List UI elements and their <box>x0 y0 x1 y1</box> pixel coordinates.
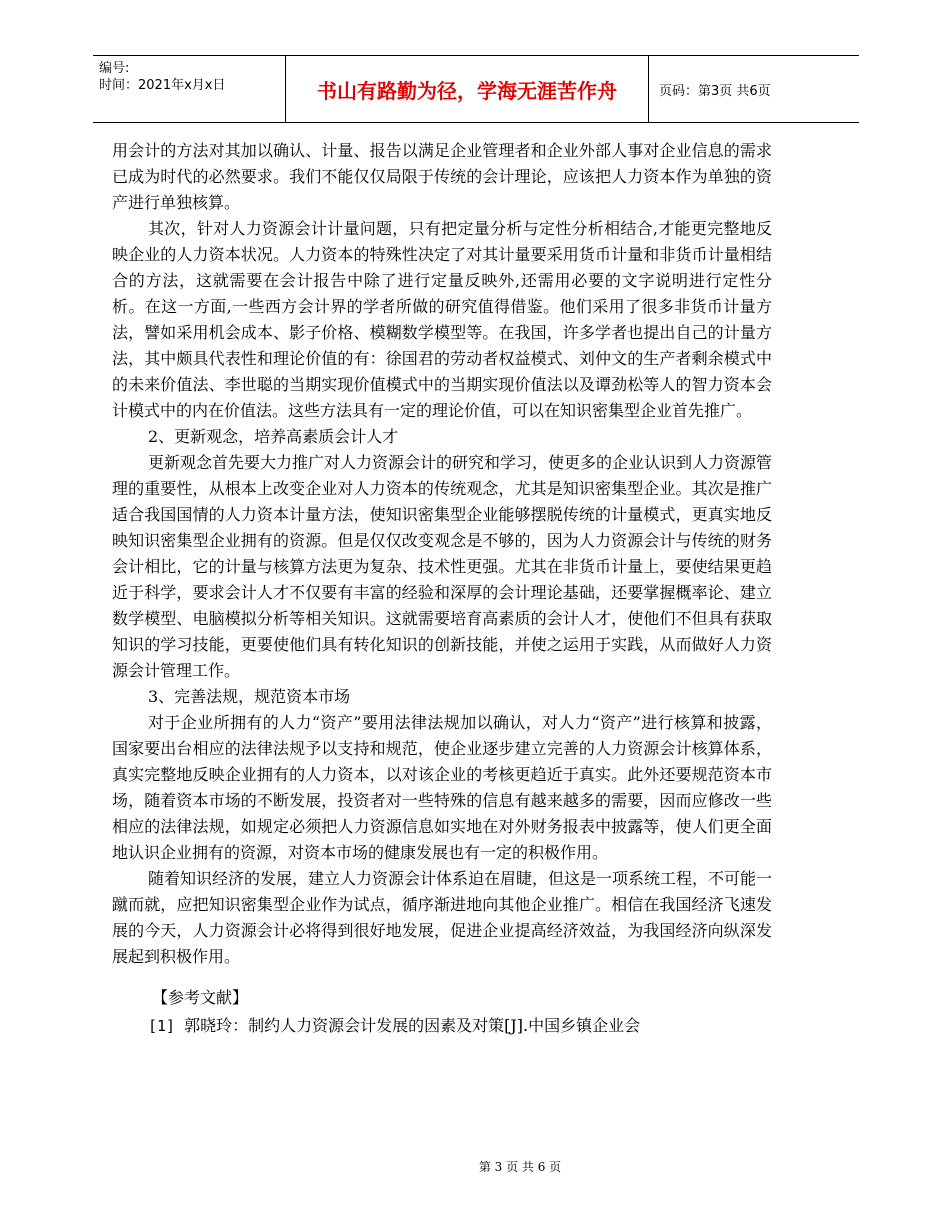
section-heading-3: 3、完善法规，规范资本市场 <box>148 687 351 706</box>
paragraph-conclusion: 随着知识经济的发展，建立人力资源会计体系迫在眉睫，但这是一项系统工程，不可能一蹴而就，应把知识密集型企业作为试点，循序渐进地向其他企业推广。相信在我国经济飞速发展的今天，人力资源会计必将得到很好地发展，促进企业提高经济效益，为我国经济向纵深发展起到积极作用。 <box>112 869 773 966</box>
reference-number: [1] <box>148 1017 185 1035</box>
header-meta <box>93 56 285 122</box>
references <box>112 984 772 1040</box>
page-header <box>93 55 859 123</box>
reference-text: 郭晓玲：制约人力资源会计发展的因素及对策[J].中国乡镇企业会 <box>184 1016 641 1035</box>
page-footer: 第 3 页 共 6 页 <box>478 1160 562 1174</box>
serial-label: 编号: <box>99 61 130 76</box>
paragraph-concepts: 更新观念首先要大力推广对人力资源会计的研究和学习，使更多的企业认识到人力资源管理的重要性，从根本上改变企业对人力资本的传统观念，尤其是知识密集型企业。其次是推广适合我国国情的人力资本计量方法，使知识密集型企业能够摆脱传统的计量模式，更真实地反映知识密集型企业拥有的资源。但是仅仅改变观念是不够的，因为人力资源会计与传统的财务会计相比，它的计量与核算方法更为复杂、技术性更强。尤其在非货币计量上，要使结果更趋近于科学，要求会计人才不仅要有丰富的经验和深厚的会计理论基础，还要掌握概率论、建立数学模型、电脑模拟分析等相关知识。这就需要培育高素质的会计人才，使他们不但具有获取知识的学习技能，更要使他们具有转化知识的创新技能，并使之运用于实践，从而做好人力资源会计管理工作。 <box>112 453 773 680</box>
paragraph-continued: 用会计的方法对其加以确认、计量、报告以满足企业管理者和企业外部人事对企业信息的需求已成为时代的必然要求。我们不能仅仅局限于传统的会计理论，应该把人力资本作为单独的资产进行单独核算。 <box>112 141 772 212</box>
paragraph-regulations: 对于企业所拥有的人力“资产”要用法律法规加以确认，对人力“资产”进行核算和披露，国家要出台相应的法律法规予以支持和规范，使企业逐步建立完善的人力资源会计核算体系，真实完整地反映企业拥有的人力资本，以对该企业的考核更趋近于真实。此外还要规范资本市场，随着资本市场的不断发展，投资者对一些特殊的信息有越来越多的需要，因而应修改一些相应的法律法规，如规定必须把人力资源信息如实地在对外财务报表中披露等，使人们更全面地认识企业拥有的资源，对资本市场的健康发展也有一定的积极作用。 <box>112 713 772 862</box>
section-heading-2: 2、更新观念，培养高素质会计人才 <box>148 427 399 446</box>
paragraph-measurement: 其次，针对人力资源会计计量问题，只有把定量分析与定性分析相结合,才能更完整地反映企业的人力资本状况。人力资本的特殊性决定了对其计量要采用货币计量和非货币计量相结合的方法，这就需要在会计报告中除了进行定量反映外,还需用必要的文字说明进行定性分析。在这一方面,一些西方会计界的学者所做的研究值得借鉴。他们采用了很多非货币计量方法，譬如采用机会成本、影子价格、模糊数学模型等。在我国，许多学者也提出自己的计量方法，其中颇具代表性和理论价值的有：徐国君的劳动者权益模式、刘仲文的生产者剩余模式中的未来价值法、李世聪的当期实现价值模式中的当期实现价值法以及谭劲松等人的智力资本会计模式中的内在价值法。这些方法具有一定的理论价值，可以在知识密集型企业首先推广。 <box>112 219 772 420</box>
header-motto: 书山有路勤为径，学海无涯苦作舟 <box>317 78 617 103</box>
time-label: 时间：2021年x月x日 <box>99 78 226 93</box>
header-page-info: 页码：第3页 共6页 <box>659 83 771 99</box>
document-body <box>112 138 772 1040</box>
header-page-cell <box>649 56 859 122</box>
references-title: 【参考文献】 <box>152 988 249 1007</box>
reference-item <box>112 1012 772 1040</box>
header-motto-cell <box>285 56 649 122</box>
